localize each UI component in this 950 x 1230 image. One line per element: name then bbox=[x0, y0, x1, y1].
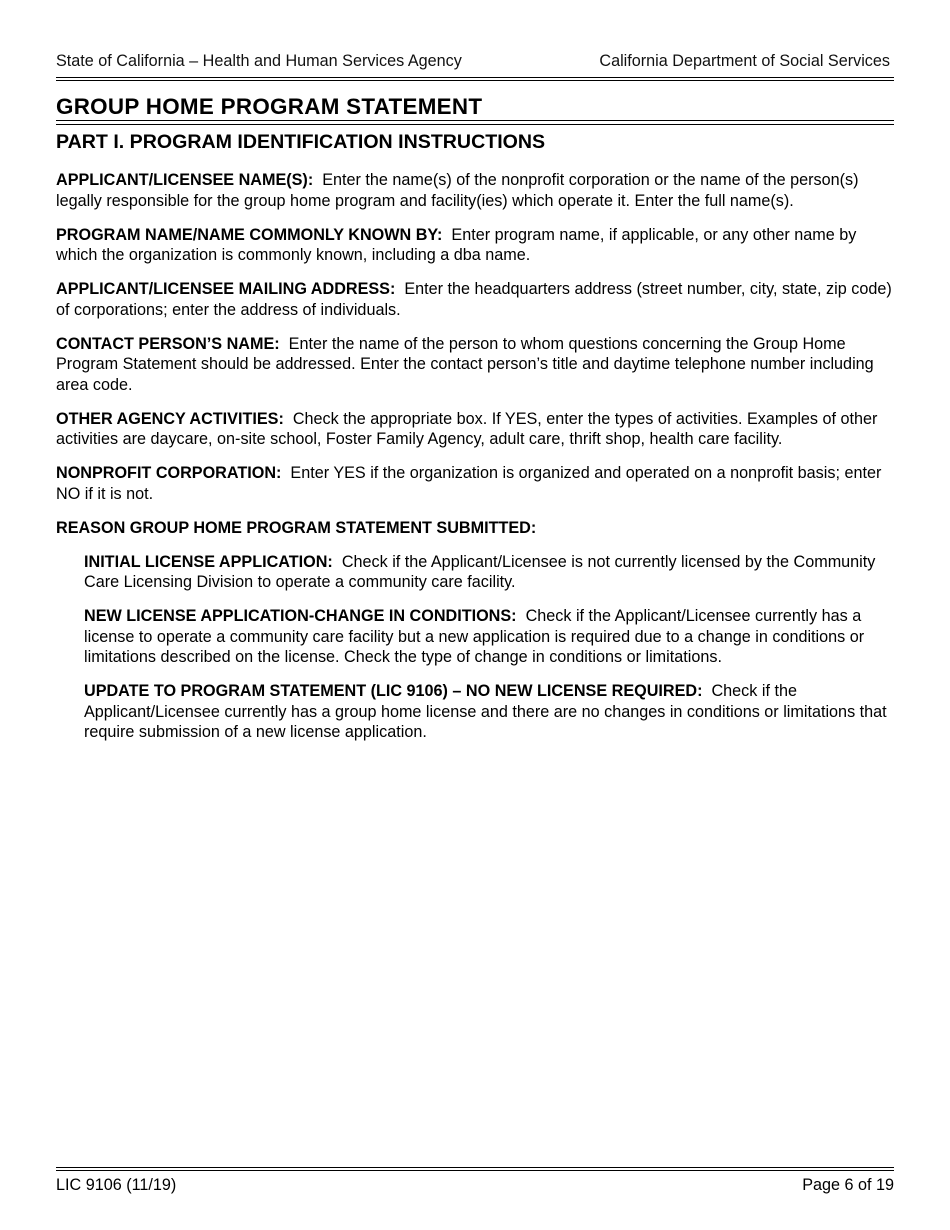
page-number: Page 6 of 19 bbox=[802, 1176, 894, 1194]
part-title: PART I. PROGRAM IDENTIFICATION INSTRUCTIONS bbox=[56, 131, 546, 153]
section-text: Enter the name(s) of the nonprofit corporation or the name of the person(s) legally responsible for the group home program and facility(ies) which operate it. Enter the full name(s). bbox=[56, 171, 859, 210]
section-text: Enter program name, if applicable, or any other name by which the organization is commonly known, including a dba name. bbox=[56, 225, 857, 264]
section-nonprofit bbox=[56, 463, 898, 504]
header-agency: State of California – Health and Human Services Agency bbox=[56, 52, 462, 70]
section-label: OTHER AGENCY ACTIVITIES: bbox=[56, 409, 284, 428]
section-text: Enter the name of the person to whom questions concerning the Group Home Program Statement should be addressed. Enter the contact person’s title and daytime telephone number including area code. bbox=[56, 334, 874, 394]
form-title: GROUP HOME PROGRAM STATEMENT bbox=[56, 94, 483, 119]
reason-label: UPDATE TO PROGRAM STATEMENT (LIC 9106) – NO NEW LICENSE REQUIRED: bbox=[84, 682, 703, 700]
form-number: LIC 9106 (11/19) bbox=[56, 1176, 177, 1194]
section-text: Enter the headquarters address (street number, city, state, zip code) of corporations; enter the address of individuals. bbox=[56, 280, 892, 319]
section-mailing-address bbox=[56, 279, 898, 320]
section-label: APPLICANT/LICENSEE NAME(S): bbox=[56, 171, 314, 189]
section-label: APPLICANT/LICENSEE MAILING ADDRESS: bbox=[56, 280, 396, 298]
title-rule-top bbox=[56, 120, 894, 121]
section-label: NONPROFIT CORPORATION: bbox=[56, 464, 282, 482]
header-department: California Department of Social Services bbox=[599, 52, 890, 70]
reason-heading-label: REASON GROUP HOME PROGRAM STATEMENT SUBMITTED: bbox=[56, 518, 537, 537]
footer-rule-bottom bbox=[56, 1170, 894, 1171]
reason-text: Check if the Applicant/Licensee currently has a group home license and there are no changes in conditions or limitations that require submission of a new license application. bbox=[84, 682, 887, 741]
document-page bbox=[56, 0, 894, 1230]
reason-initial-license bbox=[56, 552, 898, 593]
page-header bbox=[56, 52, 894, 74]
reason-heading bbox=[56, 518, 898, 539]
section-contact-person bbox=[56, 334, 898, 396]
title-rule-bottom bbox=[56, 124, 894, 125]
section-text: Enter YES if the organization is organized and operated on a nonprofit basis; enter NO if it is not. bbox=[56, 464, 882, 503]
section-text: Check the appropriate box. If YES, enter the types of activities. Examples of other activities are daycare, on-site school, Foster Family Agency, adult care, thrift shop, health care facility. bbox=[56, 409, 878, 448]
section-program-name bbox=[56, 225, 898, 266]
header-rule-bottom bbox=[56, 80, 894, 81]
section-label: PROGRAM NAME/NAME COMMONLY KNOWN BY: bbox=[56, 225, 443, 244]
section-applicant-name bbox=[56, 170, 898, 211]
instructions-body bbox=[56, 170, 898, 756]
reason-label: NEW LICENSE APPLICATION-CHANGE IN CONDITIONS: bbox=[84, 607, 517, 625]
reason-change-in-conditions bbox=[56, 606, 898, 668]
section-label: CONTACT PERSON’S NAME: bbox=[56, 334, 280, 353]
footer-rule-top bbox=[56, 1167, 894, 1168]
reason-label: INITIAL LICENSE APPLICATION: bbox=[84, 552, 333, 571]
header-rule-top bbox=[56, 77, 894, 78]
section-other-activities bbox=[56, 409, 898, 450]
reason-text: Check if the Applicant/Licensee is not currently licensed by the Community Care Licensing Division to operate a community care facility. bbox=[84, 552, 876, 591]
reason-update-statement bbox=[56, 681, 898, 743]
reason-text: Check if the Applicant/Licensee currently has a license to operate a community care facility but a new application is required due to a change in conditions or limitations described on the license. Check the type of change in conditions or limitations. bbox=[84, 607, 865, 666]
